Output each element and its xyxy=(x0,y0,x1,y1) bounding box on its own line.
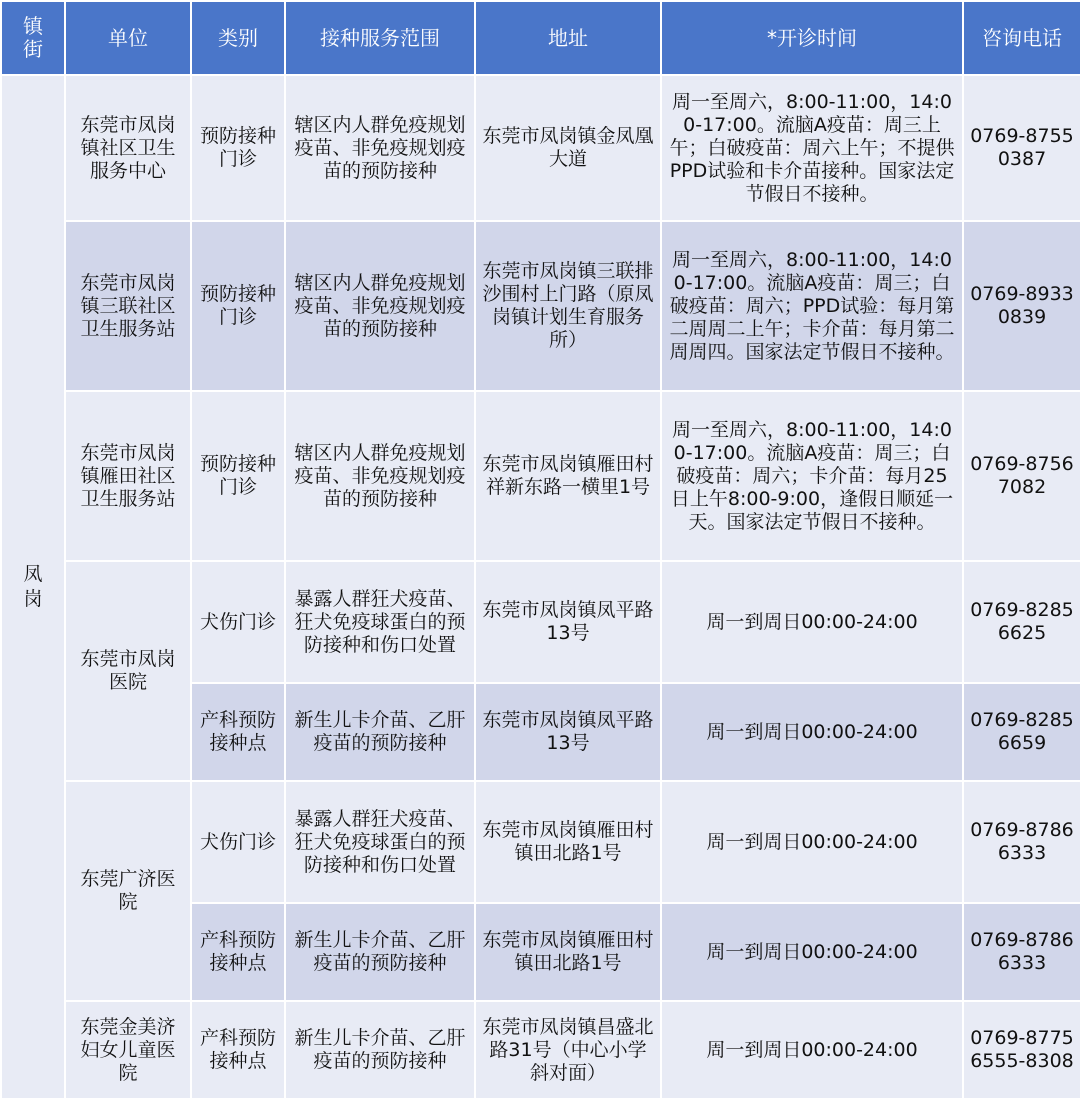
phone-cell: 0769-89330839 xyxy=(963,221,1080,391)
category-cell: 预防接种门诊 xyxy=(191,75,285,221)
header-scope: 接种服务范围 xyxy=(285,1,475,75)
scope-cell: 新生儿卡介苗、乙肝疫苗的预防接种 xyxy=(285,683,475,781)
unit-cell: 东莞广济医院 xyxy=(65,781,191,1001)
scope-cell: 暴露人群狂犬疫苗、狂犬免疫球蛋白的预防接种和伤口处置 xyxy=(285,561,475,683)
hours-cell: 周一至周六，8:00-11:00，14:00-17:00。流脑A疫苗：周三；白破疫苗：周六；卡介苗：每月25日上午8:00-9:00，逢假日顺延一天。国家法定节假日不接种。 xyxy=(661,391,963,561)
address-cell: 东莞市凤岗镇雁田村镇田北路1号 xyxy=(475,781,661,903)
header-phone: 咨询电话 xyxy=(963,1,1080,75)
header-town: 镇街 xyxy=(1,1,65,75)
category-cell: 预防接种门诊 xyxy=(191,221,285,391)
unit-cell: 东莞市凤岗镇三联社区卫生服务站 xyxy=(65,221,191,391)
category-cell: 产科预防接种点 xyxy=(191,1001,285,1099)
address-cell: 东莞市凤岗镇凤平路13号 xyxy=(475,561,661,683)
header-category: 类别 xyxy=(191,1,285,75)
table-row xyxy=(1,561,1080,683)
address-cell: 东莞市凤岗镇昌盛北路31号（中心小学斜对面） xyxy=(475,1001,661,1099)
phone-cell: 0769-87550387 xyxy=(963,75,1080,221)
scope-cell: 新生儿卡介苗、乙肝疫苗的预防接种 xyxy=(285,1001,475,1099)
hours-cell: 周一至周六，8:00-11:00，14:00-17:00。流脑A疫苗：周三上午；白破疫苗：周六上午；不提供PPD试验和卡介苗接种。国家法定节假日不接种。 xyxy=(661,75,963,221)
unit-cell: 东莞市凤岗医院 xyxy=(65,561,191,781)
hours-cell: 周一至周六，8:00-11:00，14:00-17:00。流脑A疫苗：周三；白破疫苗：周六；PPD试验：每月第二周周二上午；卡介苗：每月第二周周四。国家法定节假日不接种。 xyxy=(661,221,963,391)
category-cell: 犬伤门诊 xyxy=(191,781,285,903)
unit-cell: 东莞市凤岗镇社区卫生服务中心 xyxy=(65,75,191,221)
unit-cell: 东莞市凤岗镇雁田社区卫生服务站 xyxy=(65,391,191,561)
header-row xyxy=(1,1,1080,75)
hours-cell: 周一到周日00:00-24:00 xyxy=(661,1001,963,1099)
phone-cell: 0769-82856659 xyxy=(963,683,1080,781)
hours-cell: 周一到周日00:00-24:00 xyxy=(661,683,963,781)
scope-cell: 辖区内人群免疫规划疫苗、非免疫规划疫苗的预防接种 xyxy=(285,391,475,561)
phone-cell: 0769-82856625 xyxy=(963,561,1080,683)
phone-cell: 0769-87866333 xyxy=(963,781,1080,903)
header-unit: 单位 xyxy=(65,1,191,75)
hours-cell: 周一到周日00:00-24:00 xyxy=(661,903,963,1001)
header-address: 地址 xyxy=(475,1,661,75)
category-cell: 犬伤门诊 xyxy=(191,561,285,683)
scope-cell: 辖区内人群免疫规划疫苗、非免疫规划疫苗的预防接种 xyxy=(285,75,475,221)
address-cell: 东莞市凤岗镇雁田村祥新东路一横里1号 xyxy=(475,391,661,561)
table-row xyxy=(1,1001,1080,1099)
hours-cell: 周一到周日00:00-24:00 xyxy=(661,781,963,903)
address-cell: 东莞市凤岗镇雁田村镇田北路1号 xyxy=(475,903,661,1001)
address-cell: 东莞市凤岗镇凤平路13号 xyxy=(475,683,661,781)
phone-cell: 0769-87567082 xyxy=(963,391,1080,561)
town-cell: 凤岗 xyxy=(1,75,65,1099)
scope-cell: 辖区内人群免疫规划疫苗、非免疫规划疫苗的预防接种 xyxy=(285,221,475,391)
table-row xyxy=(1,781,1080,903)
address-cell: 东莞市凤岗镇三联排沙围村上门路（原凤岗镇计划生育服务所） xyxy=(475,221,661,391)
unit-cell: 东莞金美济妇女儿童医院 xyxy=(65,1001,191,1099)
hours-cell: 周一到周日00:00-24:00 xyxy=(661,561,963,683)
phone-cell: 0769-87866333 xyxy=(963,903,1080,1001)
scope-cell: 新生儿卡介苗、乙肝疫苗的预防接种 xyxy=(285,903,475,1001)
category-cell: 产科预防接种点 xyxy=(191,903,285,1001)
category-cell: 产科预防接种点 xyxy=(191,683,285,781)
table-row xyxy=(1,75,1080,221)
scope-cell: 暴露人群狂犬疫苗、狂犬免疫球蛋白的预防接种和伤口处置 xyxy=(285,781,475,903)
table-row xyxy=(1,391,1080,561)
category-cell: 预防接种门诊 xyxy=(191,391,285,561)
table-row xyxy=(1,221,1080,391)
header-hours: *开诊时间 xyxy=(661,1,963,75)
phone-cell: 0769-87756555-8308 xyxy=(963,1001,1080,1099)
address-cell: 东莞市凤岗镇金凤凰大道 xyxy=(475,75,661,221)
